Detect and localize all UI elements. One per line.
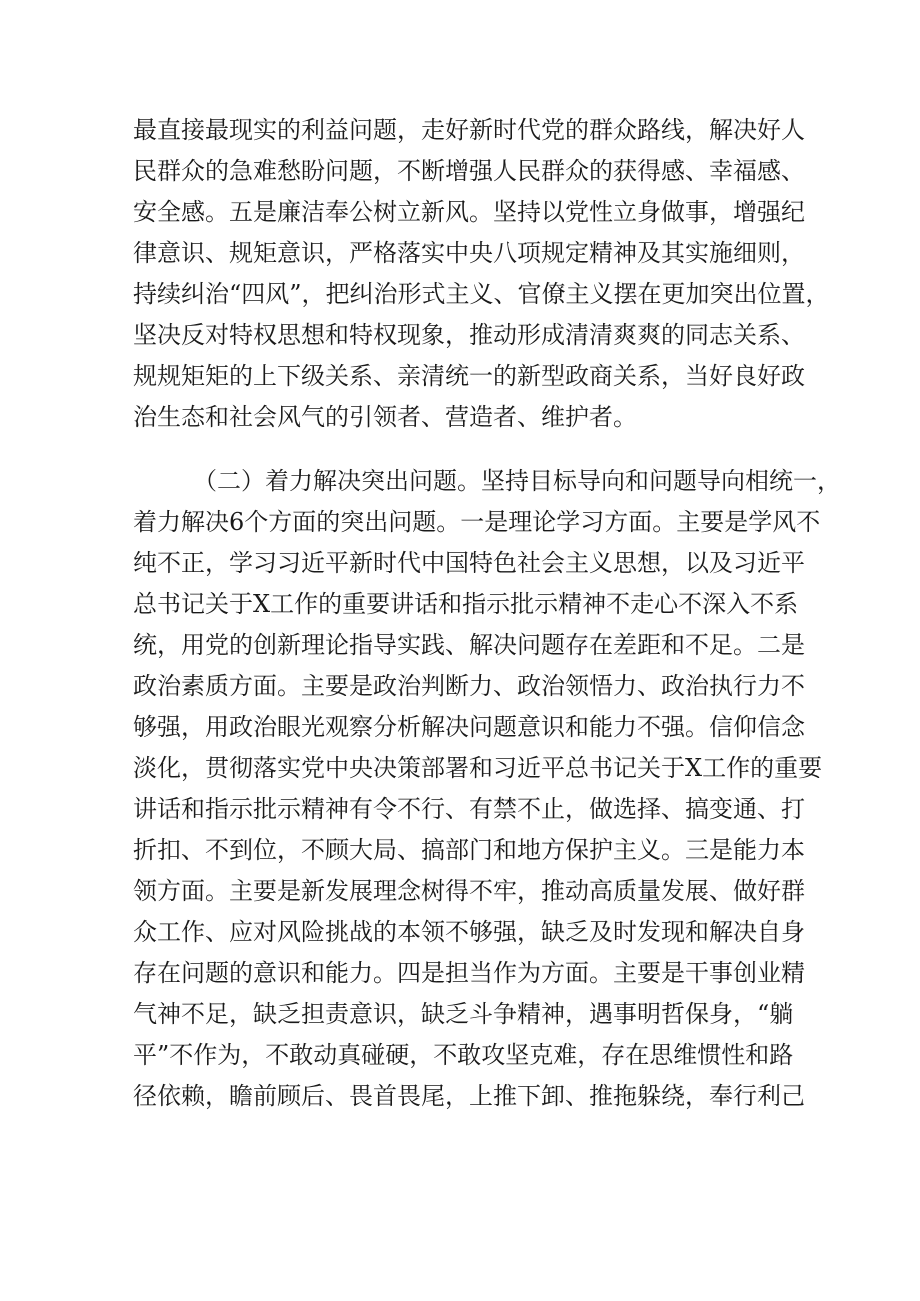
paragraph-line: 总书记关于X工作的重要讲话和指示批示精神不走心不深入不系 <box>133 590 799 618</box>
paragraph-line: 存在问题的意识和能力。四是担当作为方面。主要是干事创业精 <box>133 959 805 987</box>
paragraph-line: 治生态和社会风气的引领者、营造者、维护者。 <box>133 403 637 431</box>
paragraph-line: 持续纠治“四风”，把纠治形式主义、官僚主义摆在更加突出位置， <box>133 280 830 308</box>
paragraph-line: 律意识、规矩意识，严格落实中央八项规定精神及其实施细则， <box>133 239 805 267</box>
paragraph-1 <box>133 110 830 438</box>
paragraph-2 <box>133 461 841 1117</box>
paragraph-line: 安全感。五是廉洁奉公树立新风。坚持以党性立身做事，增强纪 <box>133 198 805 226</box>
paragraph-line: 径依赖，瞻前顾后、畏首畏尾，上推下卸、推拖躲绕，奉行利己 <box>133 1082 805 1110</box>
paragraph-line: 淡化，贯彻落实党中央决策部署和习近平总书记关于X工作的重要 <box>133 754 823 782</box>
paragraph-line: 折扣、不到位，不顾大局、搞部门和地方保护主义。三是能力本 <box>133 836 805 864</box>
paragraph-line: 坚决反对特权思想和特权现象，推动形成清清爽爽的同志关系、 <box>133 321 805 349</box>
paragraph-heading-line: （二）着力解决突出问题。坚持目标导向和问题导向相统一， <box>193 467 841 495</box>
paragraph-line: 着力解决6个方面的突出问题。一是理论学习方面。主要是学风不 <box>133 508 821 536</box>
paragraph-line: 讲话和指示批示精神有令不行、有禁不止，做选择、搞变通、打 <box>133 795 805 823</box>
paragraph-line: 够强，用政治眼光观察分析解决问题意识和能力不强。信仰信念 <box>133 713 805 741</box>
paragraph-line: 平”不作为，不敢动真碰硬，不敢攻坚克难，存在思维惯性和路 <box>133 1041 794 1069</box>
paragraph-line: 领方面。主要是新发展理念树得不牢，推动高质量发展、做好群 <box>133 877 805 905</box>
paragraph-line: 规规矩矩的上下级关系、亲清统一的新型政商关系，当好良好政 <box>133 362 805 390</box>
paragraph-line: 最直接最现实的利益问题，走好新时代党的群众路线，解决好人 <box>133 116 805 144</box>
paragraph-line: 统，用党的创新理论指导实践、解决问题存在差距和不足。二是 <box>133 631 805 659</box>
paragraph-line: 纯不正，学习习近平新时代中国特色社会主义思想，以及习近平 <box>133 549 805 577</box>
paragraph-line: 民群众的急难愁盼问题，不断增强人民群众的获得感、幸福感、 <box>133 157 805 185</box>
paragraph-line: 气神不足，缺乏担责意识，缺乏斗争精神，遇事明哲保身，“躺 <box>133 1000 794 1028</box>
paragraph-line: 政治素质方面。主要是政治判断力、政治领悟力、政治执行力不 <box>133 672 805 700</box>
paragraph-line: 众工作、应对风险挑战的本领不够强，缺乏及时发现和解决自身 <box>133 918 805 946</box>
